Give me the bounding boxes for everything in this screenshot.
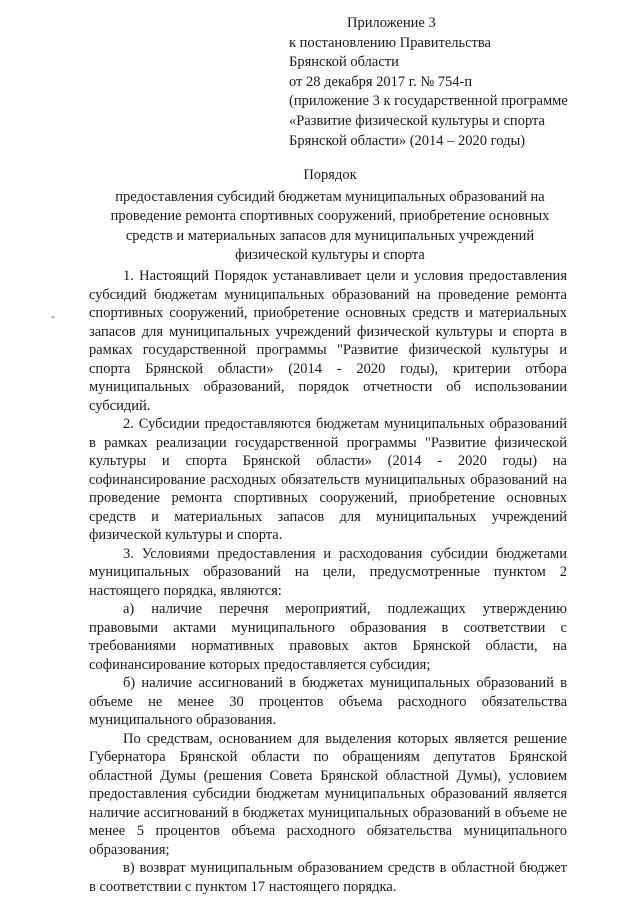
document-title (60, 166, 600, 266)
appendix-header (289, 14, 629, 151)
appendix-number: Приложение 3 (347, 15, 436, 31)
paragraph-3: 3. Условиями предоставления и расходования субсидии бюджетами муниципальных образований на цели, предусмотренные пунктом 2 настоящего порядка, являются: (89, 545, 567, 599)
paragraph-3a: а) наличие перечня мероприятий, подлежащих утверждению правовыми актами муниципального образования в соответствии с требованиями нормативных правовых актов Брянской области, на софинансирование которых предоставляется субсидия; (89, 601, 567, 673)
margin-mark: - (51, 309, 55, 323)
appendix-line: (приложение 3 к государственной программе (289, 93, 568, 110)
title-line: физической культуры и спорта (235, 247, 425, 263)
paragraph-2: 2. Субсидии предоставляются бюджетам муниципальных образований в рамках реализации государственной программы "Развитие физической культуры и спорта Брянской области» (2014 - 2020 годы) на софинансирование расходных обязательств муниципальных образований на проведение ремонта спортивных сооружений, приобретение основных средств и материальных запасов для муниципальных учреждений физической культуры и спорта. (89, 416, 567, 543)
appendix-date-line: от 28 декабря 2017 г. № 754-п (289, 73, 473, 90)
appendix-line: «Развитие физической культуры и спорта (289, 112, 545, 129)
title-line: предоставления субсидий бюджетам муниципальных образований на (115, 188, 545, 205)
paragraph-3c: в) возврат муниципальным образованием средств в областной бюджет в соответствии с пунктом 17 настоящего порядка. (89, 860, 567, 895)
paragraph-3-note: По средствам, основанием для выделения которых является решение Губернатора Брянской области по обращениям депутатов Брянской областной Думы (решения Совета Брянской областной Думы), условием предоставления субсидии бюджетам муниципальных образований является наличие ассигнований в бюджетах муниципальных образований в объеме не менее 5 процентов объема расходного обязательства муниципального образования; (89, 730, 567, 858)
title-line: средств и материальных запасов для муниципальных учреждений (125, 227, 535, 244)
appendix-line: к постановлению Правительства (289, 34, 491, 51)
appendix-line: Брянской области» (2014 – 2020 годы) (289, 132, 526, 149)
document-body (89, 267, 567, 896)
paragraph-1: 1. Настоящий Порядок устанавливает цели и условия предоставления субсидий бюджетам муниципальных образований на проведение ремонта спортивных сооружений, приобретение основных средств и материальных запасов для муниципальных учреждений физической культуры и спорта в рамках государственной программы "Развитие физической культуры и спорта Брянской области» (2014 - 2020 годы), критерии отбора муниципальных образований, порядок отчетности об использовании субсидий. (89, 268, 567, 414)
paragraph-3b: б) наличие ассигнований в бюджетах муниципальных образований в объеме не менее 30 процентов объема расходного обязательства муниципального образования. (89, 675, 567, 728)
title-heading: Порядок (303, 167, 357, 183)
title-line: проведение ремонта спортивных сооружений, приобретение основных (110, 208, 550, 224)
appendix-line: Брянской области (289, 54, 399, 71)
